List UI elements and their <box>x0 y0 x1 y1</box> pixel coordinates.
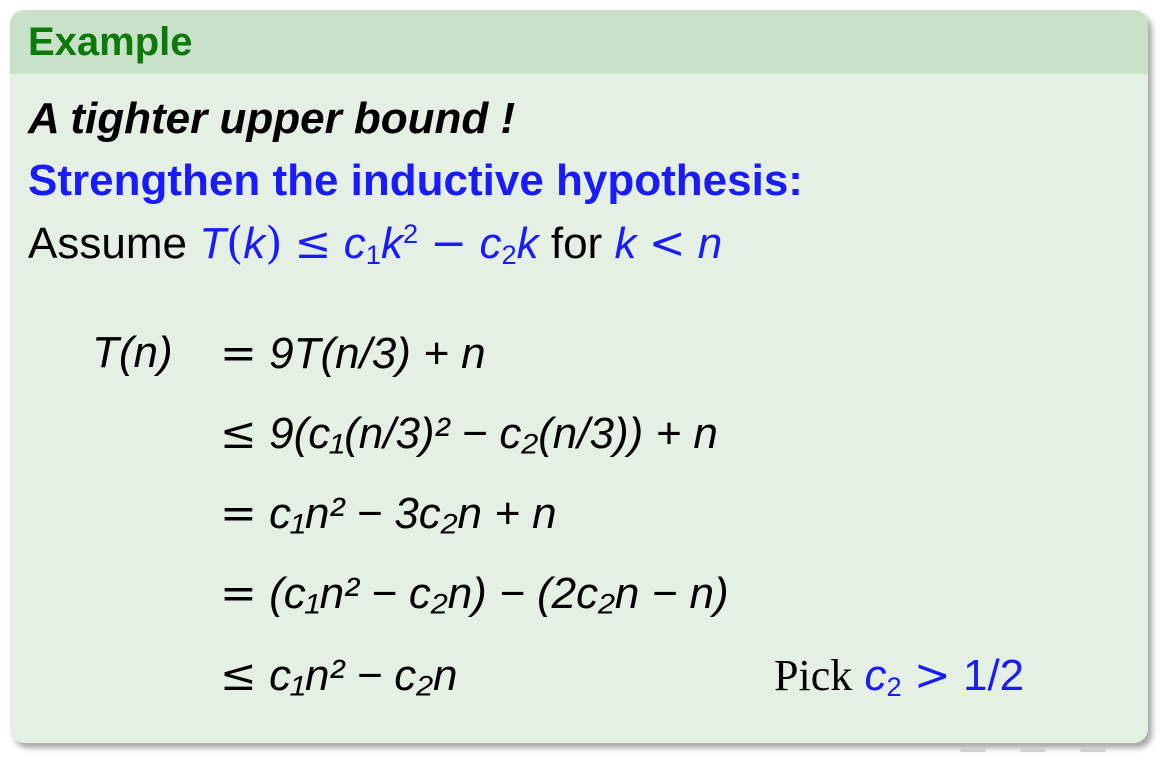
tighter-bound-heading: A tighter upper bound ! <box>28 94 516 143</box>
slide-navigation-marks <box>960 748 1110 754</box>
derivation-line-4: = (c₁n² − c₂n) − (2c₂n − n) <box>220 568 729 619</box>
range-condition: k < n <box>614 218 723 269</box>
pick-constraint: Pick $c_2 > 1/2$ <box>774 650 1025 702</box>
block-header <box>10 10 1148 74</box>
assume-statement <box>28 218 722 269</box>
derivation-line-3: = c₁n² − 3c₂n + n <box>220 488 557 539</box>
derivation-line-5: ≤ c₁n² − c₂n <box>220 650 458 701</box>
assume-word: Assume <box>28 219 187 268</box>
nav-mark <box>960 748 986 752</box>
derivation-line-2: ≤ 9(c₁(n/3)² − c₂(n/3)) + n <box>220 408 718 459</box>
example-block <box>10 10 1148 743</box>
strengthen-hypothesis-heading: Strengthen the inductive hypothesis: <box>28 156 803 205</box>
block-title: Example <box>28 20 193 64</box>
derivation-lhs: T(n) <box>92 328 173 377</box>
for-word: for <box>550 219 603 268</box>
derivation-line-1: = 9T(n/3) + n <box>220 328 486 379</box>
nav-mark <box>1080 748 1106 752</box>
hypothesis-formula: $T(k) \le c_1k^2 - c_2k$ <box>199 218 539 270</box>
nav-mark <box>1020 748 1046 752</box>
